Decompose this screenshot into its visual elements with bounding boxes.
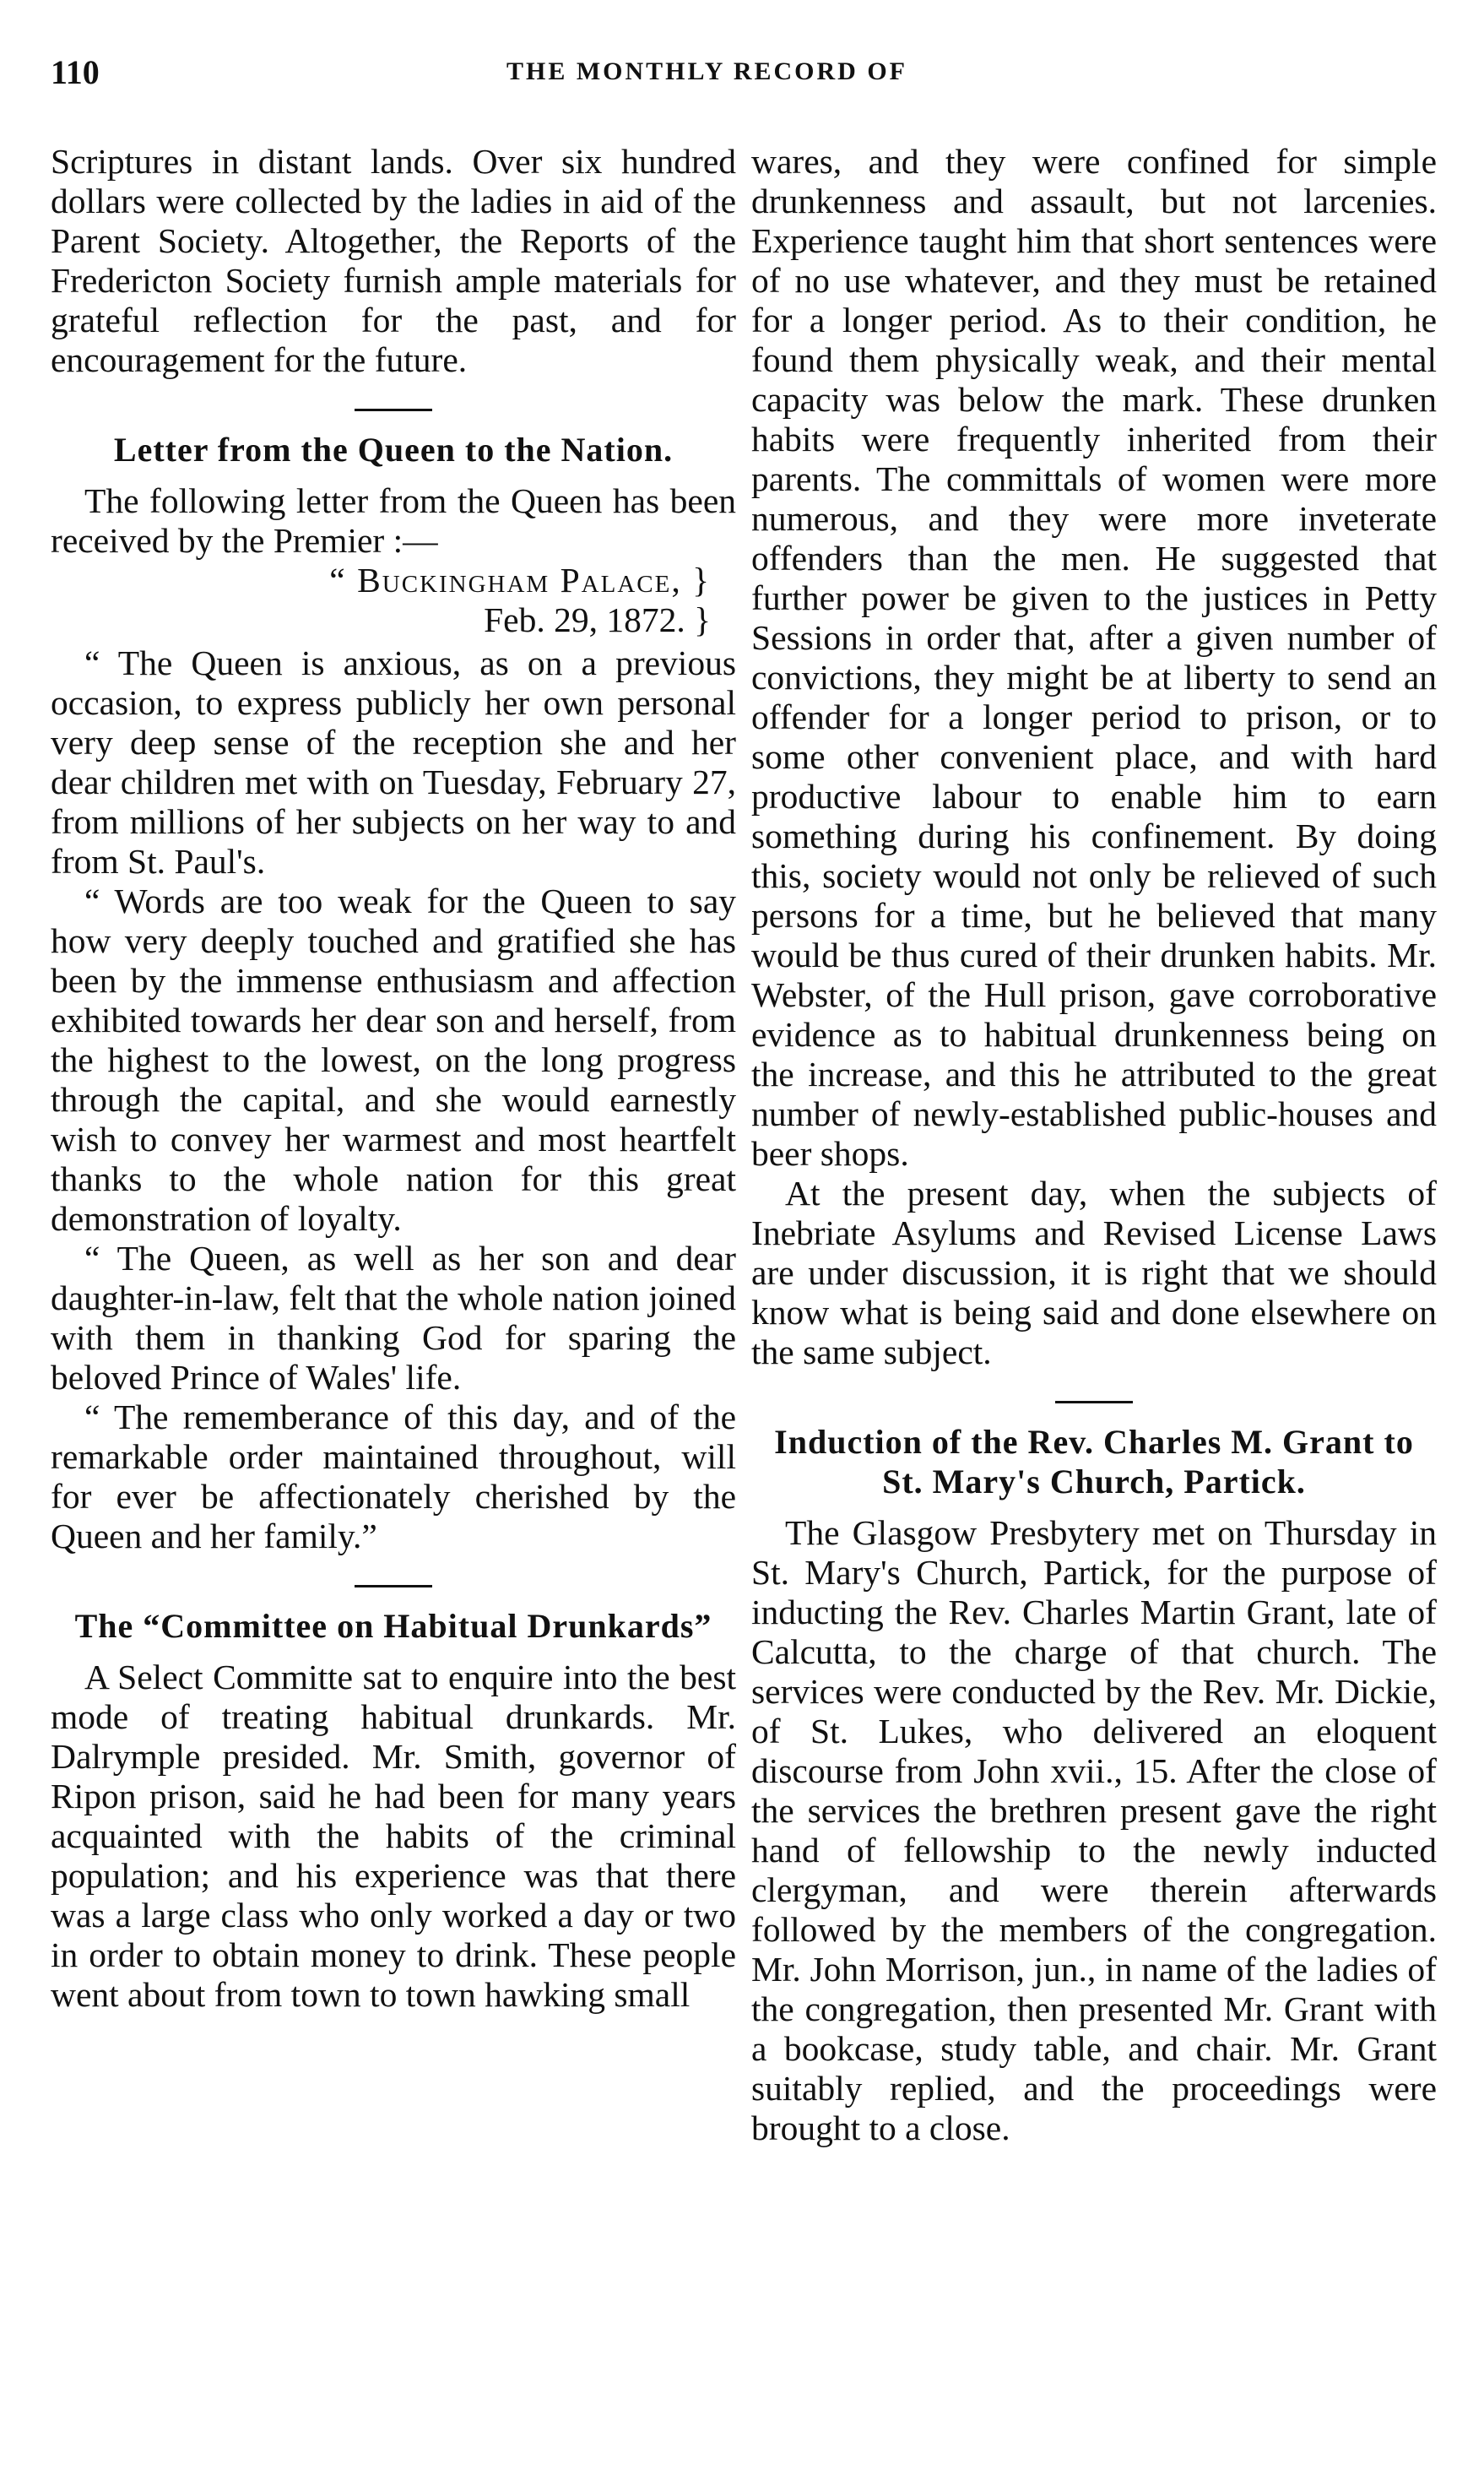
committee-paragraph-continued: wares, and they were confined for simple drunkenness and assault, but not larcenies. Experience taught him that short sentences were of no use whatever, and they must be retained for a longer period. As to their condition, he found them physically weak, and their mental capacity was below the mark. These drunken habits were frequently inherited from their parents. The committals of women were more numerous, and they were more inveterate offenders than the men. He suggested that further power be given to the justices in Petty Sessions in order that, after a given number of convictions, they might be at liberty to send an offender for a longer period to prison, or to some other convenient place, and with hard productive labour to enable him to earn something during his confinement. By doing this, society would not only be relieved of such persons for a time, but he believed that many would be thus cured of their drunken habits. Mr. Webster, of the Hull prison, gave corroborative evidence as to habitual drunkenness being on the increase, and this he attributed to the great number of newly-established public-houses and beer shops. xyxy=(751,142,1437,1173)
queen-letter-intro: The following letter from the Queen has been received by the Premier :— xyxy=(51,481,736,560)
section-divider xyxy=(355,409,432,411)
dateline-place: “ Buckingham Palace, } xyxy=(329,561,711,600)
section-divider xyxy=(355,1585,432,1587)
queen-letter-paragraph: “ The Queen, as well as her son and dear daughter-in-law, felt that the whole nation joined with them in thanking God for sparing the beloved Prince of Wales' life. xyxy=(51,1239,736,1397)
dateline-date: Feb. 29, 1872. } xyxy=(484,600,711,639)
page-number: 110 xyxy=(51,53,100,91)
left-column xyxy=(51,142,736,2015)
running-title: THE MONTHLY RECORD OF xyxy=(506,57,907,85)
committee-paragraph: At the present day, when the subjects of Inebriate Asylums and Revised License Laws are under discussion, it is right that we should know what is being said and done elsewhere on the same subject. xyxy=(751,1174,1437,1371)
page-header xyxy=(51,52,1435,111)
fredericton-closing-paragraph: Scriptures in distant lands. Over six hundred dollars were collected by the ladies in aid of the Parent Society. Altogether, the Reports of the Fredericton Society furnish ample materials for grateful reflection for the past, and for encouragement for the future. xyxy=(51,142,736,379)
queen-letter-paragraph: “ Words are too weak for the Queen to say how very deeply touched and gratified she has been by the immense enthusiasm and affection exhibited towards her dear son and herself, from the highest to the lowest, on the long progress through the capital, and she would earnestly wish to convey her warmest and most heartfelt thanks to the whole nation for this great demonstration of loyalty. xyxy=(51,882,736,1238)
queen-letter-dateline xyxy=(51,561,736,640)
queen-letter-paragraph: “ The rememberance of this day, and of the remarkable order maintained throughout, will for ever be affectionately cherished by the Queen and her family.” xyxy=(51,1397,736,1555)
section-divider xyxy=(1055,1401,1133,1403)
induction-heading: Induction of the Rev. Charles M. Grant to St. Mary's Church, Partick. xyxy=(774,1423,1414,1501)
right-column xyxy=(751,142,1437,2148)
committee-paragraph: A Select Committe sat to enquire into the best mode of treating habitual drunkards. Mr. Dalrymple presided. Mr. Smith, governor of Ripon prison, said he had been for many years acquainted with the habits of the criminal population; and his experience was that there was a large class who only worked a day or two in order to obtain money to drink. These people went about from town to town hawking small xyxy=(51,1658,736,2014)
queen-letter-heading: Letter from the Queen to the Nation. xyxy=(113,431,674,469)
queen-letter-paragraph: “ The Queen is anxious, as on a previous occasion, to express publicly her own personal very deep sense of the reception she and her dear children met with on Tuesday, February 27, from millions of her subjects on her way to and from St. Paul's. xyxy=(51,643,736,881)
committee-heading: The “Committee on Habitual Drunkards” xyxy=(74,1607,712,1645)
induction-paragraph: The Glasgow Presbytery met on Thursday in St. Mary's Church, Partick, for the purpose of inducting the Rev. Charles Martin Grant, late of Calcutta, to the charge of that church. The services were conducted by the Rev. Mr. Dickie, of St. Lukes, who delivered an eloquent discourse from John xvii., 15. After the close of the services the brethren present gave the right hand of fellowship to the newly inducted clergyman, and were therein afterwards followed by the members of the congregation. Mr. John Morrison, jun., in name of the ladies of the congregation, then presented Mr. Grant with a bookcase, study table, and chair. Mr. Grant suitably replied, and the proceedings were brought to a close. xyxy=(751,1513,1437,2147)
